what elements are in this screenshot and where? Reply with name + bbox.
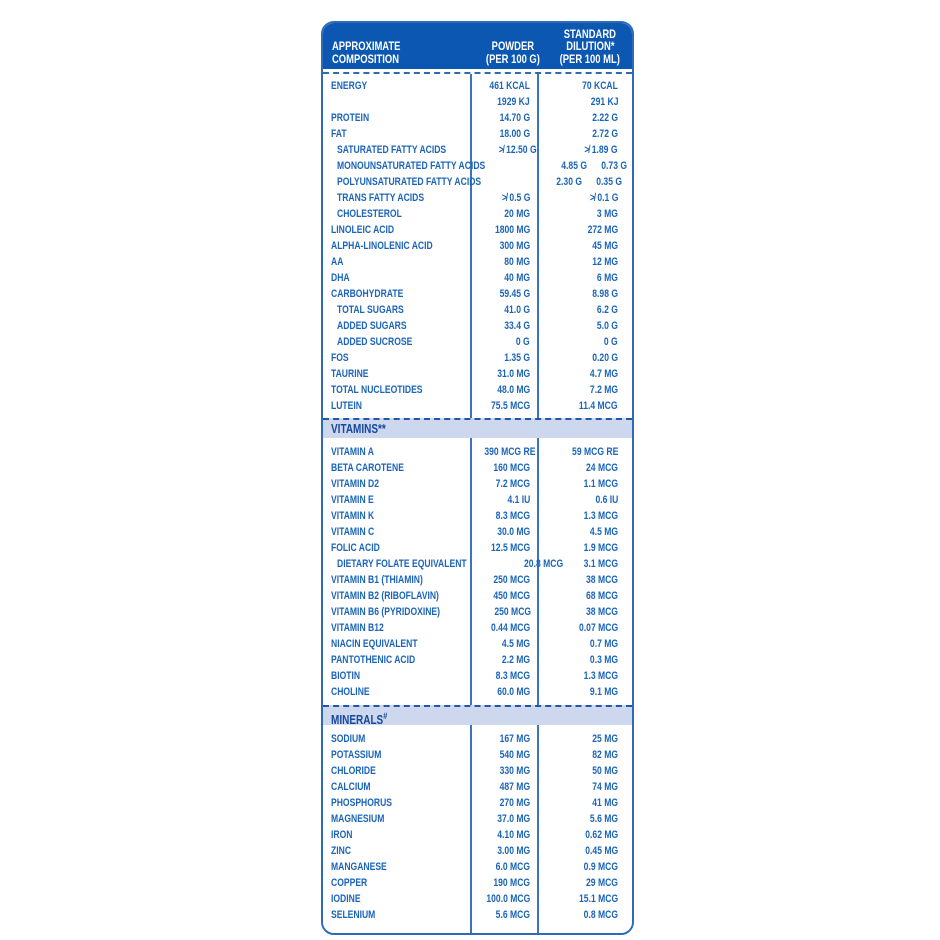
dilution-value: 0.62 MG	[585, 829, 618, 841]
powder-value: 59.45 G	[499, 288, 530, 300]
powder-value: 300 MG	[499, 240, 530, 252]
nutrient-name: POLYUNSATURATED FATTY ACIDS	[337, 176, 482, 188]
nutrient-name: IODINE	[331, 893, 361, 905]
section-header-minerals	[323, 705, 632, 728]
table-row	[323, 668, 632, 684]
nutrient-name: TOTAL SUGARS	[337, 304, 404, 316]
header-text: DILUTION*	[565, 41, 615, 53]
nutrient-name: VITAMIN C	[331, 526, 375, 538]
table-row	[323, 795, 632, 811]
section-header-vitamins	[323, 418, 632, 438]
powder-value: 37.0 MG	[497, 813, 530, 825]
nutrient-name: MAGNESIUM	[331, 813, 385, 825]
header-text: STANDARD	[563, 28, 617, 41]
table-row	[323, 540, 632, 556]
table-row	[323, 508, 632, 524]
column-divider	[537, 74, 539, 418]
powder-value: 4.1 IU	[507, 494, 530, 506]
powder-value: 270 MG	[499, 797, 530, 809]
table-row	[323, 460, 632, 476]
nutrient-name: VITAMIN E	[331, 494, 374, 506]
table-row	[323, 398, 632, 414]
table-row	[323, 382, 632, 398]
nutrient-name: FOS	[331, 352, 349, 364]
table-row	[323, 620, 632, 636]
table-row	[323, 811, 632, 827]
table-row	[323, 779, 632, 795]
nutrient-name: SODIUM	[331, 733, 366, 745]
table-row	[323, 492, 632, 508]
nutrient-name: VITAMIN K	[331, 510, 375, 522]
column-divider	[537, 725, 539, 933]
nutrient-name: TAURINE	[331, 368, 369, 380]
header-dilution-column	[548, 29, 632, 67]
dilution-value: 0.45 MG	[585, 845, 618, 857]
dilution-value: 1.3 MCG	[583, 510, 618, 522]
powder-value: 2.2 MG	[501, 654, 530, 666]
nutrient-name: SATURATED FATTY ACIDS	[337, 144, 447, 156]
table-row	[323, 286, 632, 302]
dilution-value: 45 MG	[592, 240, 618, 252]
powder-value: 1929 KJ	[497, 96, 530, 108]
powder-value: 31.0 MG	[497, 368, 530, 380]
powder-value: 100.0 MCG	[486, 893, 530, 905]
powder-value: 487 MG	[499, 781, 530, 793]
table-row	[323, 572, 632, 588]
powder-value: 0 G	[516, 336, 530, 348]
header-text: (PER 100 ML)	[559, 53, 621, 66]
dilution-value: 38 MCG	[586, 606, 618, 618]
powder-value: 33.4 G	[504, 320, 530, 332]
table-row	[323, 142, 632, 158]
nutrient-name: VITAMIN D2	[331, 478, 379, 490]
dilution-value: 0.7 MG	[589, 638, 618, 650]
dilution-value: 68 MCG	[586, 590, 618, 602]
table-row	[323, 907, 632, 923]
powder-value: 2.30 G	[556, 176, 582, 188]
dilution-value: 50 MG	[592, 765, 618, 777]
table-row	[323, 588, 632, 604]
table-row	[323, 827, 632, 843]
dilution-value: 1.3 MCG	[583, 670, 618, 682]
dilution-value: 0.07 MCG	[578, 622, 618, 634]
column-divider	[470, 725, 472, 933]
nutrient-name: VITAMIN B2 (RIBOFLAVIN)	[331, 590, 439, 602]
dilution-value: 6 MG	[597, 272, 618, 284]
table-row	[323, 78, 632, 94]
nutrient-name: BIOTIN	[331, 670, 361, 682]
dilution-value: 1.9 MCG	[583, 542, 618, 554]
table-row	[323, 318, 632, 334]
table-row	[323, 366, 632, 382]
powder-value: 30.0 MG	[497, 526, 530, 538]
nutrient-name: VITAMIN A	[331, 446, 374, 458]
nutrient-name: FAT	[331, 128, 347, 140]
powder-value: 167 MG	[499, 733, 530, 745]
table-row	[323, 604, 632, 620]
dilution-value: 29 MCG	[586, 877, 618, 889]
nutrient-name: LUTEIN	[331, 400, 362, 412]
section-rows	[323, 725, 632, 933]
nutrient-name: PROTEIN	[331, 112, 370, 124]
dilution-value: 5.0 G	[597, 320, 618, 332]
table-row	[323, 206, 632, 222]
nutrient-name: COPPER	[331, 877, 368, 889]
nutrient-name: POTASSIUM	[331, 749, 382, 761]
nutrient-name: IRON	[331, 829, 353, 841]
dilution-value: 2.22 G	[592, 112, 618, 124]
header-powder-column	[478, 41, 548, 66]
powder-value: ≯ 0.5 G	[501, 192, 530, 204]
nutrient-name: ZINC	[331, 845, 352, 857]
dilution-value: 41 MG	[592, 797, 618, 809]
powder-value: 540 MG	[499, 749, 530, 761]
dilution-value: 2.72 G	[592, 128, 618, 140]
dilution-value: 0.73 G	[601, 160, 628, 172]
nutrient-name: ADDED SUCROSE	[337, 336, 413, 348]
powder-value: 390 MCG RE	[484, 446, 536, 458]
nutrient-name: PHOSPHORUS	[331, 797, 393, 809]
dilution-value: 15.1 MCG	[578, 893, 618, 905]
powder-value: 18.00 G	[499, 128, 530, 140]
powder-value: 75.5 MCG	[490, 400, 530, 412]
table-row	[323, 174, 632, 190]
dilution-value: 25 MG	[592, 733, 618, 745]
section-footnote-mark: #	[383, 711, 388, 721]
powder-value: 48.0 MG	[497, 384, 530, 396]
table-row	[323, 110, 632, 126]
nutrient-name: AA	[331, 256, 344, 268]
powder-value: 250 MCG	[494, 606, 531, 618]
nutrient-name: SELENIUM	[331, 909, 376, 921]
nutrient-name: CARBOHYDRATE	[331, 288, 404, 300]
powder-value: 160 MCG	[493, 462, 530, 474]
powder-value: 4.85 G	[561, 160, 588, 172]
section-title: VITAMINS**	[331, 422, 386, 436]
dilution-value: 291 KJ	[590, 96, 618, 108]
table-row	[323, 684, 632, 700]
table-row	[323, 334, 632, 350]
dilution-value: 0.35 G	[596, 176, 622, 188]
dilution-value: 0.20 G	[592, 352, 618, 364]
column-divider	[470, 74, 472, 418]
nutrient-name: TRANS FATTY ACIDS	[337, 192, 425, 204]
powder-value: 20 MG	[504, 208, 530, 220]
header-text: APPROXIMATE	[332, 41, 401, 53]
nutrient-name: FOLIC ACID	[331, 542, 380, 554]
nutrient-name: VITAMIN B12	[331, 622, 384, 634]
powder-value: 60.0 MG	[497, 686, 530, 698]
nutrient-name: BETA CAROTENE	[331, 462, 404, 474]
table-row	[323, 158, 632, 174]
table-row	[323, 875, 632, 891]
table-row	[323, 190, 632, 206]
nutrient-name: CHOLINE	[331, 686, 370, 698]
dilution-value: 1.1 MCG	[583, 478, 618, 490]
table-row	[323, 476, 632, 492]
table-row	[323, 238, 632, 254]
dilution-value: ≯ 1.89 G	[584, 144, 618, 156]
table-row	[323, 859, 632, 875]
table-row	[323, 270, 632, 286]
powder-value: 250 MCG	[493, 574, 530, 586]
powder-value: 5.6 MCG	[495, 909, 530, 921]
dilution-value: 8.98 G	[592, 288, 618, 300]
table-row	[323, 843, 632, 859]
dilution-value: 74 MG	[592, 781, 618, 793]
column-divider	[470, 438, 472, 705]
powder-value: 80 MG	[504, 256, 530, 268]
nutrient-name	[323, 96, 470, 108]
nutrient-name: LINOLEIC ACID	[331, 224, 395, 236]
dilution-value: 272 MG	[587, 224, 618, 236]
powder-value: 14.70 G	[499, 112, 530, 124]
powder-value: 40 MG	[504, 272, 530, 284]
powder-value: 450 MCG	[493, 590, 530, 602]
powder-value: 12.5 MCG	[490, 542, 530, 554]
header-text: COMPOSITION	[332, 53, 400, 66]
dilution-value: 38 MCG	[586, 574, 618, 586]
powder-value: 330 MG	[499, 765, 530, 777]
section-rows	[323, 72, 632, 418]
nutrient-name: ALPHA-LINOLENIC ACID	[331, 240, 433, 252]
dilution-value: 9.1 MG	[589, 686, 618, 698]
powder-value: 6.0 MCG	[495, 861, 530, 873]
header-text: POWDER	[491, 41, 535, 53]
dilution-value: 11.4 MCG	[579, 400, 618, 412]
powder-value: 461 KCAL	[489, 80, 530, 92]
dilution-value: 82 MG	[592, 749, 618, 761]
powder-value: 20.8 MCG	[524, 558, 564, 570]
dilution-value: 24 MCG	[586, 462, 618, 474]
dilution-value: 59 MCG RE	[571, 446, 618, 458]
table-row	[323, 747, 632, 763]
dilution-value: 7.2 MG	[589, 384, 618, 396]
nutrient-name: MONOUNSATURATED FATTY ACIDS	[337, 160, 486, 172]
dilution-value: ≯ 0.1 G	[589, 192, 618, 204]
dilution-value: 0.9 MCG	[583, 861, 618, 873]
nutrient-name: CHOLESTEROL	[337, 208, 402, 220]
dilution-value: 0 G	[604, 336, 618, 348]
dilution-value: 12 MG	[592, 256, 618, 268]
dilution-value: 4.5 MG	[589, 526, 618, 538]
table-row	[323, 524, 632, 540]
nutrient-name: DHA	[331, 272, 350, 284]
powder-value: 1800 MG	[494, 224, 530, 236]
powder-value: 8.3 MCG	[495, 510, 530, 522]
column-divider	[537, 438, 539, 705]
powder-value: 8.3 MCG	[495, 670, 530, 682]
powder-value: 3.00 MG	[497, 845, 530, 857]
nutrient-name: VITAMIN B6 (PYRIDOXINE)	[331, 606, 441, 618]
powder-value: 7.2 MCG	[495, 478, 530, 490]
dilution-value: 0.6 IU	[595, 494, 618, 506]
powder-value: 4.10 MG	[497, 829, 530, 841]
nutrient-name: CHLORIDE	[331, 765, 376, 777]
table-row	[323, 444, 632, 460]
powder-value: 0.44 MCG	[490, 622, 530, 634]
table-header	[323, 23, 632, 72]
nutrient-name: PANTOTHENIC ACID	[331, 654, 416, 666]
nutrient-name: ENERGY	[331, 80, 368, 92]
table-row	[323, 891, 632, 907]
dilution-value: 0.8 MCG	[583, 909, 618, 921]
nutrient-name: TOTAL NUCLEOTIDES	[331, 384, 423, 396]
nutrient-name: NIACIN EQUIVALENT	[331, 638, 418, 650]
powder-value: 4.5 MG	[501, 638, 530, 650]
powder-value: ≯ 12.50 G	[499, 144, 537, 156]
table-row	[323, 763, 632, 779]
table-body	[323, 72, 632, 933]
dilution-value: 4.7 MG	[589, 368, 618, 380]
table-row	[323, 652, 632, 668]
table-row	[323, 350, 632, 366]
table-row	[323, 556, 632, 572]
nutrient-name: CALCIUM	[331, 781, 371, 793]
nutrient-name: MANGANESE	[331, 861, 387, 873]
table-row	[323, 302, 632, 318]
nutrient-name: ADDED SUGARS	[337, 320, 407, 332]
dilution-value: 0.3 MG	[589, 654, 618, 666]
powder-value: 190 MCG	[493, 877, 530, 889]
section-rows	[323, 438, 632, 705]
header-composition-column	[323, 41, 478, 66]
powder-value: 41.0 G	[504, 304, 530, 316]
nutrient-name: VITAMIN B1 (THIAMIN)	[331, 574, 423, 586]
dilution-value: 3.1 MCG	[583, 558, 618, 570]
dilution-value: 3 MG	[597, 208, 618, 220]
nutrient-name: DIETARY FOLATE EQUIVALENT	[337, 558, 467, 570]
powder-value: 1.35 G	[504, 352, 530, 364]
table-row	[323, 731, 632, 747]
section-title: MINERALS#	[331, 711, 388, 728]
table-row	[323, 126, 632, 142]
table-row	[323, 254, 632, 270]
dilution-value: 5.6 MG	[589, 813, 618, 825]
table-row	[323, 94, 632, 110]
table-row	[323, 636, 632, 652]
table-row	[323, 222, 632, 238]
dilution-value: 6.2 G	[597, 304, 618, 316]
header-text: (PER 100 G)	[486, 53, 540, 66]
dilution-value: 70 KCAL	[582, 80, 618, 92]
nutrition-table	[321, 21, 634, 935]
